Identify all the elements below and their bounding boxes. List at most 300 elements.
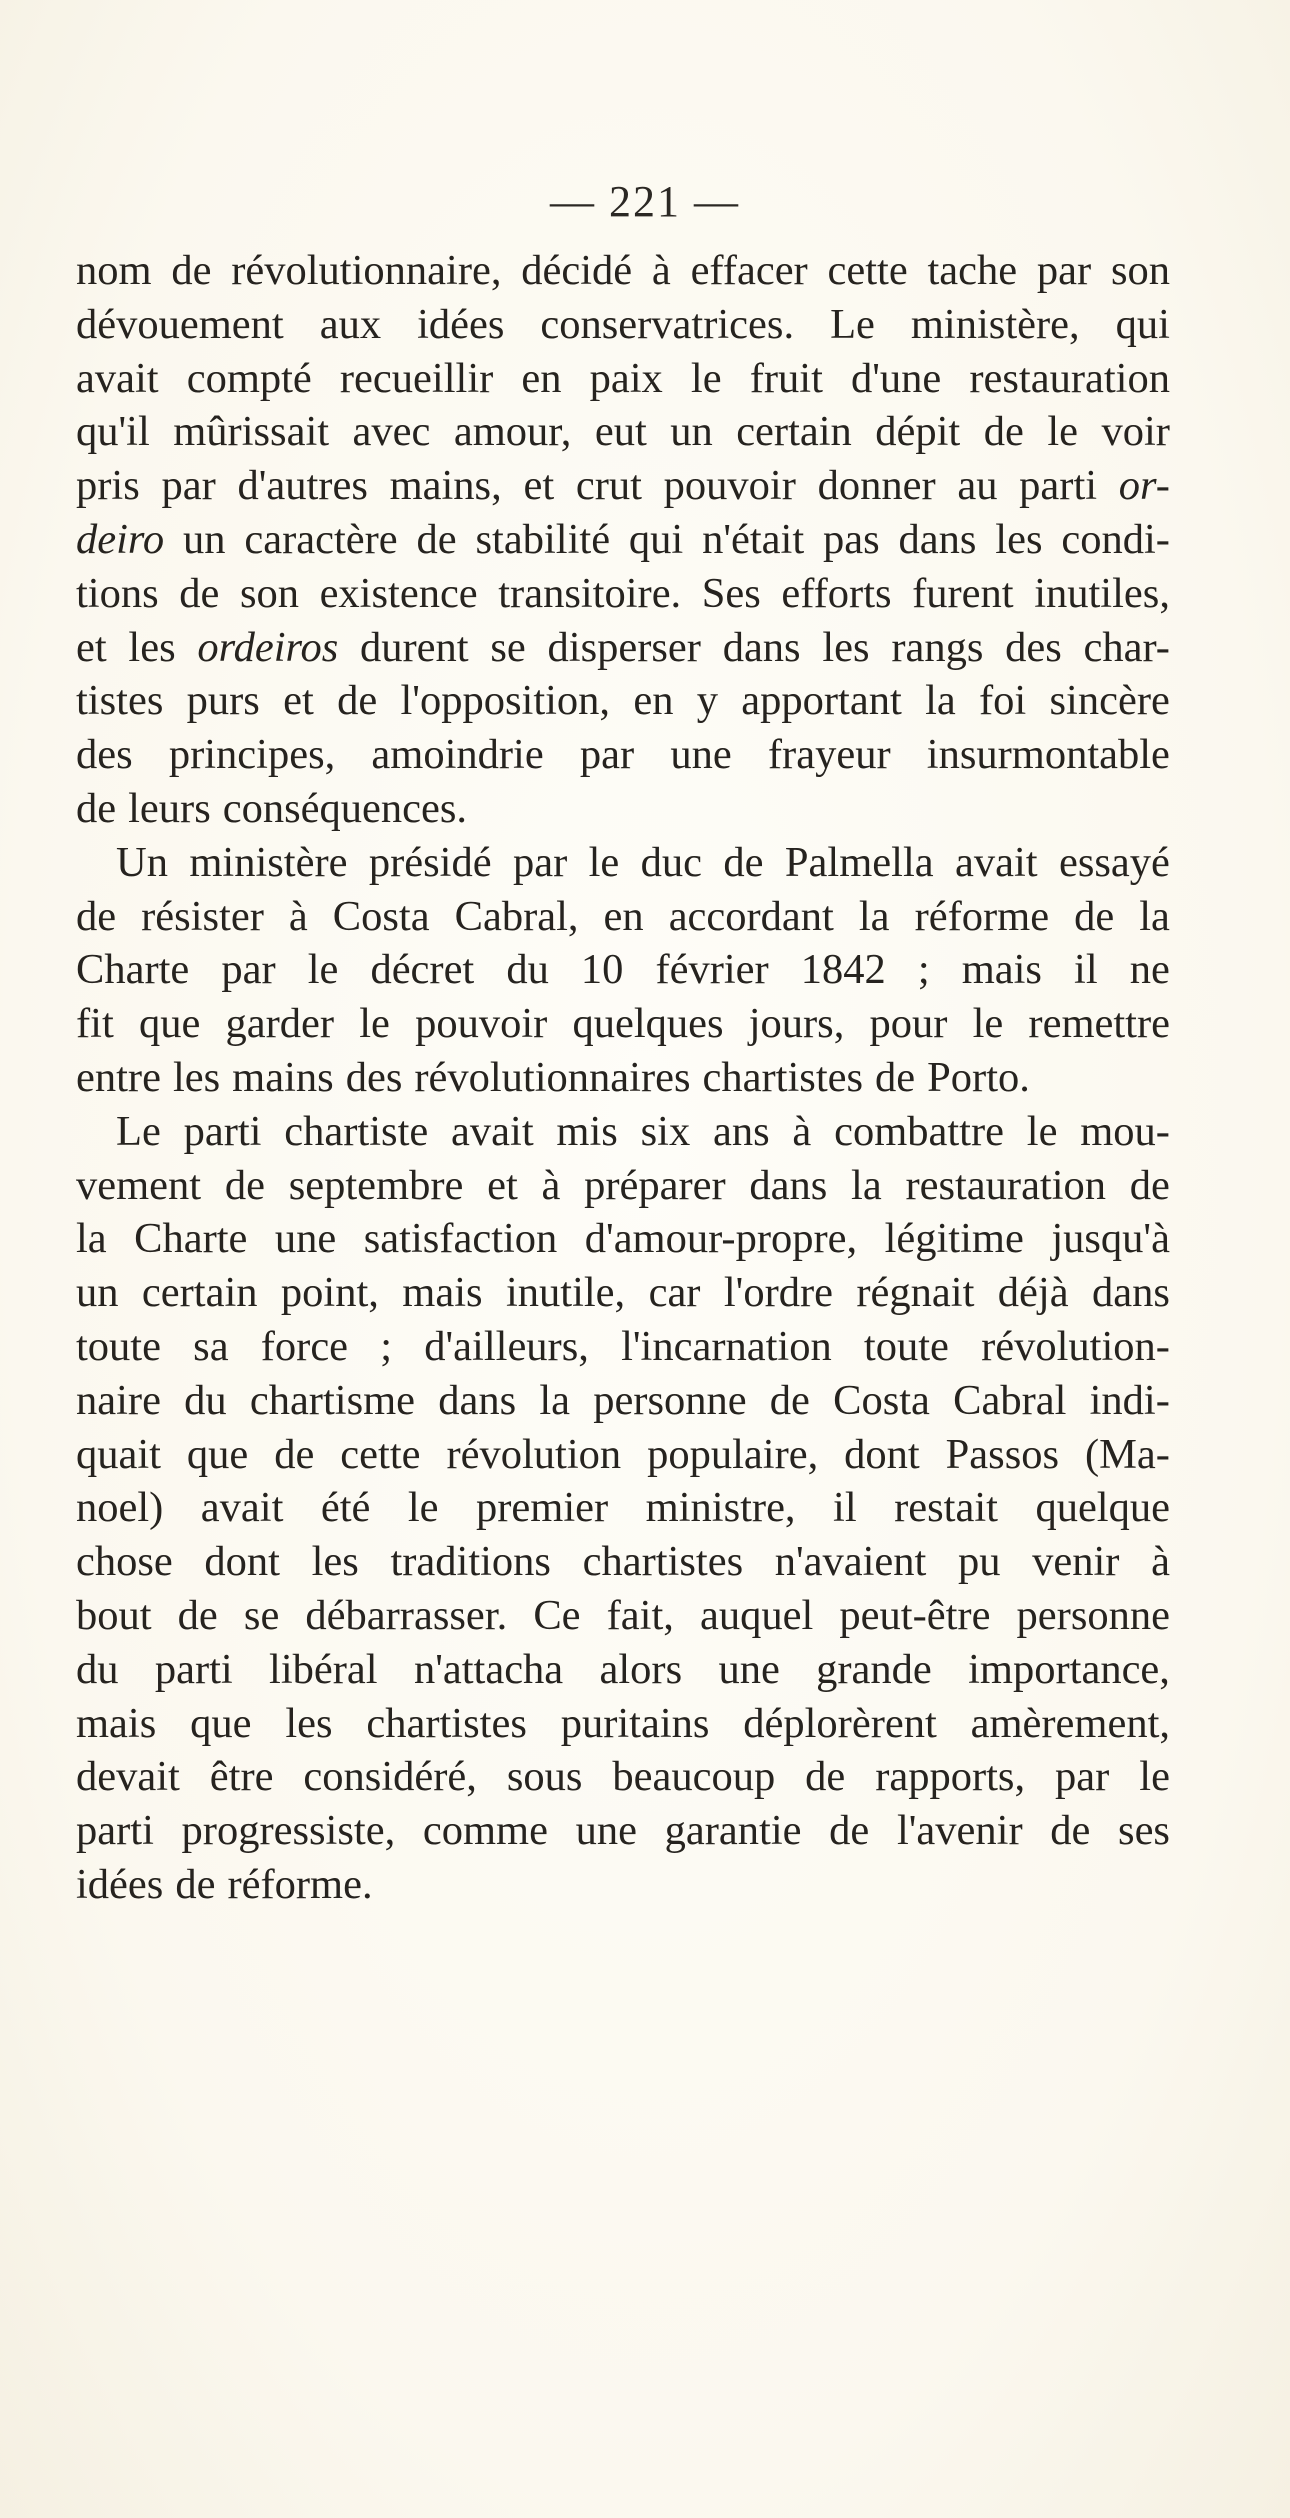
text-line	[76, 1535, 1170, 1589]
text-line	[76, 1266, 1170, 1320]
word: noel)	[76, 1484, 164, 1532]
word: son	[1110, 247, 1170, 294]
word: régnait	[856, 1269, 975, 1317]
word: la	[1139, 892, 1170, 940]
word: fit	[76, 1000, 114, 1048]
paragraph	[76, 244, 1170, 836]
word: de	[171, 247, 212, 294]
body-text	[76, 244, 1170, 1912]
word: combattre	[834, 1107, 1004, 1155]
word: traditions	[390, 1538, 551, 1586]
word: rapports,	[875, 1753, 1026, 1801]
word: ordeiros	[197, 623, 339, 671]
word: sous	[506, 1753, 583, 1801]
word: mûrissait	[173, 408, 330, 456]
word: et	[487, 1161, 518, 1209]
word: n'avaient	[774, 1538, 927, 1586]
word: révolution	[446, 1430, 622, 1478]
word: débarrasser.	[305, 1591, 508, 1639]
word: de	[1050, 1807, 1091, 1855]
word: il	[1074, 946, 1098, 994]
text-line	[76, 1428, 1170, 1482]
word: l'incarnation	[621, 1322, 832, 1370]
word: parti	[154, 1645, 233, 1693]
word: tache	[927, 247, 1018, 294]
word: chose	[76, 1538, 173, 1586]
word: d'ailleurs,	[424, 1322, 589, 1370]
word: puritains	[560, 1699, 710, 1747]
word: de	[769, 1376, 810, 1424]
word: préparer	[584, 1161, 726, 1209]
word: un	[76, 1269, 119, 1317]
word: conservatrices.	[540, 300, 795, 348]
word: grande	[816, 1645, 932, 1693]
word: auquel	[700, 1591, 814, 1639]
word: (Ma-	[1084, 1430, 1170, 1478]
word: rangs	[891, 623, 984, 671]
word: ;	[380, 1322, 393, 1370]
text-line	[76, 459, 1170, 513]
word: Cabral,	[454, 892, 579, 940]
word: comme	[422, 1807, 548, 1855]
word: y	[696, 677, 718, 725]
word: stabilité	[475, 515, 611, 563]
word: de	[805, 1753, 846, 1801]
word: or-	[1118, 462, 1170, 510]
word: venir	[1032, 1538, 1120, 1586]
word: d'autres	[237, 462, 368, 510]
word: recueillir	[339, 354, 494, 402]
word: donner	[817, 462, 936, 510]
word: duc	[640, 838, 703, 886]
word: Passos	[945, 1430, 1060, 1478]
word: essayé	[1058, 838, 1170, 886]
word: mais	[402, 1269, 483, 1317]
word: qui	[1115, 300, 1170, 348]
word: les	[311, 1538, 359, 1586]
word: populaire,	[647, 1430, 819, 1478]
word: qu'il	[76, 408, 150, 456]
word: indi-	[1089, 1376, 1170, 1424]
word: paix	[589, 354, 663, 402]
word: être	[209, 1753, 274, 1801]
word: dépit	[875, 408, 961, 456]
word: l'avenir	[896, 1807, 1023, 1855]
word: pour	[869, 1000, 948, 1048]
word: une	[718, 1645, 780, 1693]
text-line	[76, 1750, 1170, 1804]
word: chartistes	[702, 1053, 864, 1101]
text-line	[76, 1105, 1170, 1159]
word: des	[1005, 623, 1062, 671]
word: satisfaction	[363, 1215, 558, 1263]
word: Costa	[332, 892, 430, 940]
word: l'opposition,	[400, 677, 611, 725]
word: ministère,	[910, 300, 1080, 348]
word: caractère	[244, 515, 398, 563]
word: frayeur	[767, 731, 891, 779]
word: se	[243, 1591, 280, 1639]
word: conséquences.	[222, 784, 468, 832]
word: de	[875, 1053, 916, 1101]
text-line	[76, 1697, 1170, 1751]
word: point,	[280, 1269, 379, 1317]
word: ministère	[189, 838, 348, 886]
word: par	[1055, 1753, 1110, 1801]
word: en	[521, 354, 562, 402]
text-line	[76, 621, 1170, 675]
word: au	[957, 462, 998, 510]
word: Ses	[701, 569, 761, 617]
word: mains	[232, 1053, 334, 1101]
word: révolutionnaires	[414, 1053, 691, 1101]
word: alors	[599, 1645, 683, 1693]
text-line	[76, 298, 1170, 352]
word: par	[161, 462, 216, 510]
word: mis	[556, 1107, 618, 1155]
word: deiro	[76, 515, 165, 563]
word: apportant	[741, 677, 902, 725]
word: dévouement	[76, 300, 284, 348]
paragraph	[76, 1105, 1170, 1912]
word: déjà	[997, 1269, 1069, 1317]
word: leurs	[128, 784, 211, 832]
word: amoindrie	[371, 731, 544, 779]
word: importance,	[968, 1645, 1170, 1693]
word: à	[651, 247, 671, 294]
text-line	[76, 943, 1170, 997]
word: chartistes	[582, 1538, 744, 1586]
word: de	[723, 838, 764, 886]
text-line	[76, 890, 1170, 944]
word: la	[851, 1161, 882, 1209]
word: pu	[957, 1538, 1001, 1586]
word: amèrement,	[970, 1699, 1170, 1747]
word: effacer	[690, 247, 808, 294]
word: existence	[319, 569, 478, 617]
text-line	[76, 1212, 1170, 1266]
word: révolution-	[981, 1322, 1170, 1370]
word: une	[670, 731, 732, 779]
word: se	[490, 623, 526, 671]
word: furent	[912, 569, 1014, 617]
word: ;	[917, 946, 930, 994]
word: la	[539, 1376, 570, 1424]
word: beaucoup	[612, 1753, 776, 1801]
word: de	[337, 677, 378, 725]
word: à	[1151, 1538, 1170, 1586]
word: décret	[370, 946, 475, 994]
word: idées	[417, 300, 505, 348]
word: Porto.	[927, 1053, 1030, 1101]
word: déplorèrent	[743, 1699, 937, 1747]
word: les	[995, 515, 1043, 563]
word: Cabral	[953, 1376, 1067, 1424]
word: d'une	[850, 354, 942, 402]
word: disperser	[547, 623, 701, 671]
word: six	[640, 1107, 691, 1155]
word: septembre	[288, 1161, 464, 1209]
word: quelque	[1035, 1484, 1170, 1532]
word: résister	[141, 892, 264, 940]
word: avait	[76, 354, 159, 402]
word: son	[239, 569, 299, 617]
word: cette	[827, 247, 908, 294]
word: quait	[76, 1430, 161, 1478]
word: eut	[594, 408, 647, 456]
word: ses	[1118, 1807, 1170, 1855]
word: Costa	[833, 1376, 930, 1424]
word: les	[172, 1053, 221, 1101]
word: toute	[863, 1322, 949, 1370]
word: par	[221, 946, 276, 994]
word: accordant	[668, 892, 834, 940]
word: que	[186, 1430, 249, 1478]
word: durent	[360, 623, 469, 671]
word: Le	[116, 1107, 161, 1155]
word: 10	[580, 946, 624, 994]
word: il	[833, 1484, 857, 1532]
word: bout	[76, 1591, 152, 1639]
word: peut-être	[839, 1591, 991, 1639]
word: pouvoir	[415, 1000, 548, 1048]
word: dans	[749, 1161, 828, 1209]
word: ne	[1129, 946, 1170, 994]
word: amour,	[453, 408, 572, 456]
word: que	[138, 1000, 201, 1048]
word: les	[822, 623, 870, 671]
word: inutiles,	[1034, 569, 1170, 617]
word: inutile,	[505, 1269, 626, 1317]
word: à	[541, 1161, 561, 1209]
word: toute	[76, 1322, 161, 1370]
word: la	[76, 1215, 107, 1263]
word: n'attacha	[413, 1645, 564, 1693]
word: restauration	[905, 1161, 1107, 1209]
word: de	[274, 1430, 315, 1478]
word: le	[1026, 1107, 1058, 1155]
word: jours,	[748, 1000, 845, 1048]
word: les	[128, 623, 176, 671]
word: de	[416, 515, 457, 563]
text-line	[76, 1589, 1170, 1643]
word: de	[76, 892, 117, 940]
word: foi	[979, 677, 1027, 725]
text-line	[76, 352, 1170, 406]
word: tistes	[76, 677, 164, 725]
word: car	[648, 1269, 701, 1317]
word: réforme.	[227, 1860, 373, 1908]
word: de	[983, 408, 1024, 456]
word: fait,	[606, 1591, 674, 1639]
word: par	[579, 731, 635, 779]
word: cette	[340, 1430, 421, 1478]
word: vement	[76, 1161, 202, 1209]
word: idées	[76, 1860, 164, 1908]
text-line	[76, 244, 1170, 298]
word: en	[603, 892, 644, 940]
word: par	[1036, 247, 1092, 294]
word: de	[1129, 1161, 1170, 1209]
word: dans	[898, 515, 977, 563]
word: de	[829, 1807, 870, 1855]
word: chartisme	[249, 1376, 416, 1424]
word: restait	[894, 1484, 998, 1532]
word: le	[1047, 408, 1078, 456]
word: et	[523, 462, 555, 510]
word: le	[407, 1484, 439, 1532]
word: d'amour-propre,	[584, 1215, 858, 1263]
word: mais	[961, 946, 1042, 994]
text-line	[76, 1320, 1170, 1374]
word: Palmella	[784, 838, 934, 886]
word: Charte	[76, 946, 190, 994]
word: Un	[116, 838, 168, 886]
word: avait	[451, 1107, 534, 1155]
word: 1842	[800, 946, 886, 994]
word: Le	[830, 300, 875, 348]
word: naire	[76, 1376, 161, 1424]
word: crut	[575, 462, 642, 510]
word: de	[175, 1860, 216, 1908]
word: par	[512, 838, 568, 886]
word: ministre,	[645, 1484, 796, 1532]
word: le	[307, 946, 339, 994]
word: été	[320, 1484, 371, 1532]
word: chartistes	[366, 1699, 527, 1747]
word: efforts	[781, 569, 892, 617]
word: de	[1074, 892, 1115, 940]
word: qui	[628, 515, 684, 563]
word: du	[76, 1645, 119, 1693]
word: sa	[193, 1322, 229, 1370]
word: fruit	[749, 354, 823, 402]
word: du	[184, 1376, 227, 1424]
word: principes,	[168, 731, 336, 779]
word: Ce	[533, 1591, 581, 1639]
word: une	[575, 1807, 637, 1855]
word: parti	[183, 1107, 262, 1155]
word: garantie	[664, 1807, 802, 1855]
word: Charte	[134, 1215, 248, 1263]
word: nom	[76, 247, 152, 294]
word: purs	[186, 677, 260, 725]
word: char-	[1083, 623, 1170, 671]
text-line	[76, 782, 1170, 836]
word: décidé	[521, 247, 633, 294]
word: ans	[712, 1107, 770, 1155]
word: parti	[76, 1807, 154, 1855]
word: premier	[476, 1484, 609, 1532]
word: des	[76, 731, 133, 779]
word: devait	[76, 1753, 180, 1801]
word: quelques	[572, 1000, 724, 1048]
word: parti	[1019, 462, 1098, 510]
word: transitoire.	[498, 569, 682, 617]
word: du	[506, 946, 549, 994]
word: de	[177, 1591, 218, 1639]
text-line	[76, 1374, 1170, 1428]
word: condi-	[1061, 515, 1170, 563]
word: sincère	[1049, 677, 1170, 725]
word: progressiste,	[181, 1807, 396, 1855]
word: dans	[1091, 1269, 1170, 1317]
word: à	[792, 1107, 812, 1155]
page-number: — 221 —	[550, 177, 740, 226]
word: de	[179, 569, 220, 617]
word: une	[274, 1215, 337, 1263]
word: mou-	[1080, 1107, 1170, 1155]
text-line	[76, 1643, 1170, 1697]
text-line	[76, 405, 1170, 459]
text-line	[76, 567, 1170, 621]
word: en	[633, 677, 674, 725]
word: révolutionnaire,	[231, 247, 502, 294]
word: entre	[76, 1053, 161, 1101]
word: compté	[186, 354, 312, 402]
word: que	[190, 1699, 252, 1747]
word: dont	[844, 1430, 920, 1478]
word: de	[224, 1161, 265, 1209]
word: personne	[593, 1376, 747, 1424]
text-line	[76, 728, 1170, 782]
word: voir	[1101, 408, 1170, 456]
word: remettre	[1028, 1000, 1170, 1048]
word: pas	[823, 515, 880, 563]
word: pouvoir	[663, 462, 796, 510]
word: n'était	[702, 515, 805, 563]
word: dont	[204, 1538, 280, 1586]
paragraph	[76, 836, 1170, 1105]
word: et	[76, 623, 107, 671]
word: février	[655, 946, 769, 994]
word: présidé	[368, 838, 492, 886]
word: avait	[200, 1484, 284, 1532]
word: à	[288, 892, 308, 940]
text-line	[76, 836, 1170, 890]
word: des	[345, 1053, 403, 1101]
word: aux	[319, 300, 382, 348]
word: force	[260, 1322, 349, 1370]
word: le	[1139, 1753, 1170, 1801]
word: certain	[736, 408, 852, 456]
word: tions	[76, 569, 159, 617]
text-line	[76, 1481, 1170, 1535]
word: et	[283, 677, 314, 725]
word: chartiste	[284, 1107, 429, 1155]
word: la	[858, 892, 890, 940]
text-line	[76, 513, 1170, 567]
word: pris	[76, 462, 140, 510]
word: un	[183, 515, 226, 563]
text-line	[76, 1804, 1170, 1858]
text-line	[76, 997, 1170, 1051]
word: mains,	[389, 462, 502, 510]
word: restauration	[969, 354, 1170, 402]
word: les	[285, 1699, 333, 1747]
word: garder	[225, 1000, 335, 1048]
word: légitime	[884, 1215, 1024, 1263]
text-line	[76, 1159, 1170, 1213]
word: dans	[722, 623, 801, 671]
word: de	[76, 784, 117, 832]
word: jusqu'à	[1051, 1215, 1170, 1263]
word: insurmontable	[926, 731, 1170, 779]
word: réforme	[914, 892, 1050, 940]
word: libéral	[269, 1645, 378, 1693]
word: considéré,	[303, 1753, 477, 1801]
word: dans	[438, 1376, 517, 1424]
